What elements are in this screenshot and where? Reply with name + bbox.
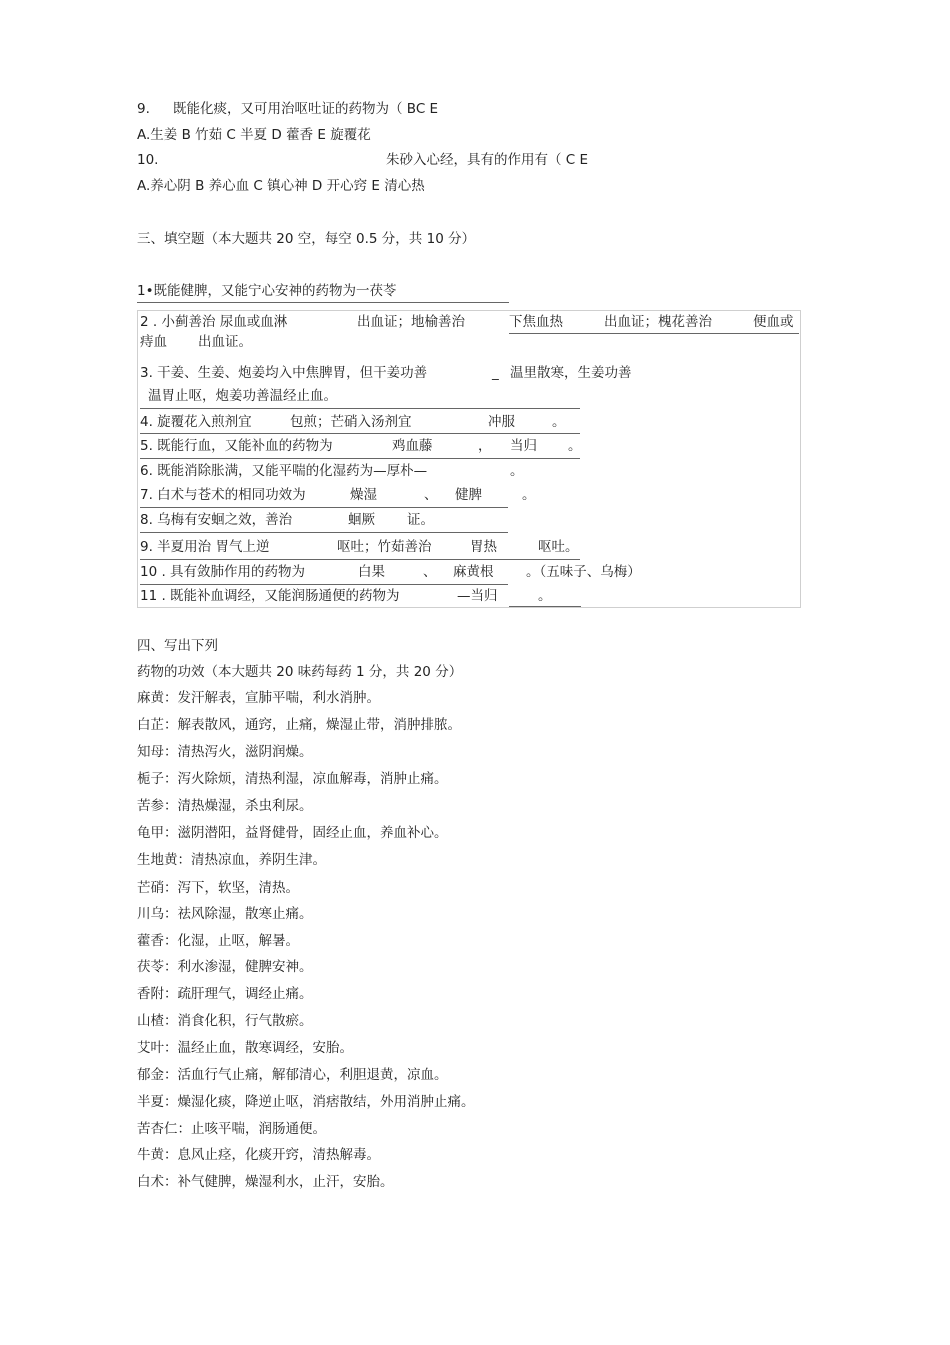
underline <box>509 606 581 607</box>
list-item: 牛黄：息风止痉，化痰开窍，清热解毒。 <box>137 1147 380 1163</box>
list-item: 白芷：解表散风，通窍，止痛，燥湿止带，消肿排脓。 <box>137 717 461 733</box>
list-item: 白术：补气健脾，燥湿利水，止汗，安胎。 <box>137 1174 394 1190</box>
underline <box>140 458 580 459</box>
fill-text: 10 . 具有敛肺作用的药物为 <box>140 564 306 580</box>
fill-text: 温胃止呕，炮姜功善温经止血。 <box>148 388 337 404</box>
list-item: 郁金：活血行气止痛，解郁清心，利胆退黄，凉血。 <box>137 1067 448 1083</box>
fill-answer: —当归 <box>457 588 498 604</box>
underline <box>140 584 508 585</box>
fill-text: 3. 干姜、生姜、炮姜均入中焦脾胃，但干姜功善 <box>140 365 428 381</box>
fill-heading: 三、填空题（本大题共 20 空，每空 0.5 分，共 10 分） <box>137 231 476 247</box>
list-item: 茯苓：利水渗湿，健脾安神。 <box>137 959 313 975</box>
fill-text: 。（五味子、乌梅） <box>526 564 641 580</box>
list-item: 苦杏仁：止咳平喘，润肠通便。 <box>137 1121 326 1137</box>
fill-text: 7. 白术与苍术的相同功效为 <box>140 487 306 503</box>
fill-text: 。 <box>568 438 582 454</box>
list-item: 艾叶：温经止血，散寒调经，安胎。 <box>137 1040 353 1056</box>
fill-text: 、 <box>424 487 438 503</box>
underline <box>140 433 580 434</box>
list-item: 生地黄：清热凉血，养阴生津。 <box>137 852 326 868</box>
list-item: 半夏：燥湿化痰，降逆止呕，消痞散结，外用消肿止痛。 <box>137 1094 475 1110</box>
q10-question: 朱砂入心经，具有的作用有（ C E <box>386 152 589 168</box>
underline <box>140 532 508 533</box>
underline <box>509 333 799 334</box>
fill-blank: _ <box>492 365 499 381</box>
fill-text: 6. 既能消除胀满，又能平喘的化湿药为—厚朴— <box>140 463 428 479</box>
q9-options: A.生姜 B 竹茹 C 半夏 D 藿香 E 旋覆花 <box>137 127 371 143</box>
fill-answer: 便血或 <box>753 314 794 330</box>
fill-answer: 白果 <box>358 564 385 580</box>
q10-options: A.养心阴 B 养心血 C 镇心神 D 开心窍 E 清心热 <box>137 178 425 194</box>
fill-text: 包煎；芒硝入汤剂宜 <box>290 414 412 430</box>
list-item: 川乌：祛风除湿，散寒止痛。 <box>137 906 313 922</box>
fill-answer: 痔血 <box>140 334 167 350</box>
fill-text: 、 <box>423 564 437 580</box>
list-item: 龟甲：滋阴潜阳，益肾健骨，固经止血，养血补心。 <box>137 825 448 841</box>
underline <box>140 559 580 560</box>
fill-answer: 健脾 <box>455 487 482 503</box>
list-item: 苦参：清热燥湿，杀虫利尿。 <box>137 798 313 814</box>
fill-text: 5. 既能行血，又能补血的药物为 <box>140 438 333 454</box>
q9-number: 9. <box>137 101 150 117</box>
fill-text: 。 <box>538 588 552 604</box>
fill-answer: 燥湿 <box>350 487 377 503</box>
fill-text: 8. 乌梅有安蛔之效，善治 <box>140 512 293 528</box>
fill-answer: 冲服 <box>488 414 515 430</box>
herbs-heading-1: 四、写出下列 <box>137 638 218 654</box>
fill-item-1: 1•既能健脾，又能宁心安神的药物为一茯苓 <box>137 283 397 299</box>
fill-answer: 胃热 <box>470 539 497 555</box>
fill-text: 2 . 小蓟善治 尿血或血淋 <box>140 314 288 330</box>
list-item: 芒硝：泻下，软坚，清热。 <box>137 880 299 896</box>
fill-text: 4. 旋覆花入煎剂宜 <box>140 414 252 430</box>
q9-question: 既能化痰，又可用治呕吐证的药物为（ BC E <box>173 101 439 117</box>
fill-text: 呕吐；竹茹善治 <box>337 539 432 555</box>
fill-text: 9. 半夏用治 胃气上逆 <box>140 539 270 555</box>
list-item: 藿香：化湿，止呕，解暑。 <box>137 933 299 949</box>
fill-answer: 当归 <box>510 438 537 454</box>
list-item: 知母：清热泻火，滋阴润燥。 <box>137 744 313 760</box>
fill-text: 呕吐。 <box>538 539 579 555</box>
fill-answer: 鸡血藤 <box>392 438 433 454</box>
fill-answer: 下焦血热 <box>509 314 563 330</box>
fill-text: 出血证；地榆善治 <box>357 314 465 330</box>
fill-text: 。 <box>552 414 566 430</box>
fill-text: 温里散寒，生姜功善 <box>510 365 632 381</box>
underline <box>140 408 580 409</box>
herbs-heading-2: 药物的功效（本大题共 20 味药每药 1 分，共 20 分） <box>137 664 463 680</box>
fill-text: 出血证；槐花善治 <box>604 314 712 330</box>
list-item: 麻黄：发汗解表，宣肺平喘，利水消肿。 <box>137 690 380 706</box>
underline <box>137 302 509 303</box>
fill-text: ， <box>478 438 492 454</box>
fill-text: 11 . 既能补血调经，又能润肠通便的药物为 <box>140 588 400 604</box>
fill-text: 。 <box>510 463 524 479</box>
fill-text: 出血证。 <box>198 334 252 350</box>
q10-number: 10. <box>137 152 159 168</box>
fill-text: 。 <box>522 487 536 503</box>
fill-text: 证。 <box>407 512 434 528</box>
list-item: 栀子：泻火除烦，清热利湿，凉血解毒，消肿止痛。 <box>137 771 448 787</box>
list-item: 山楂：消食化积，行气散瘀。 <box>137 1013 313 1029</box>
fill-answer: 蛔厥 <box>348 512 375 528</box>
underline <box>140 507 508 508</box>
fill-answer: 麻黄根 <box>453 564 494 580</box>
list-item: 香附：疏肝理气，调经止痛。 <box>137 986 313 1002</box>
